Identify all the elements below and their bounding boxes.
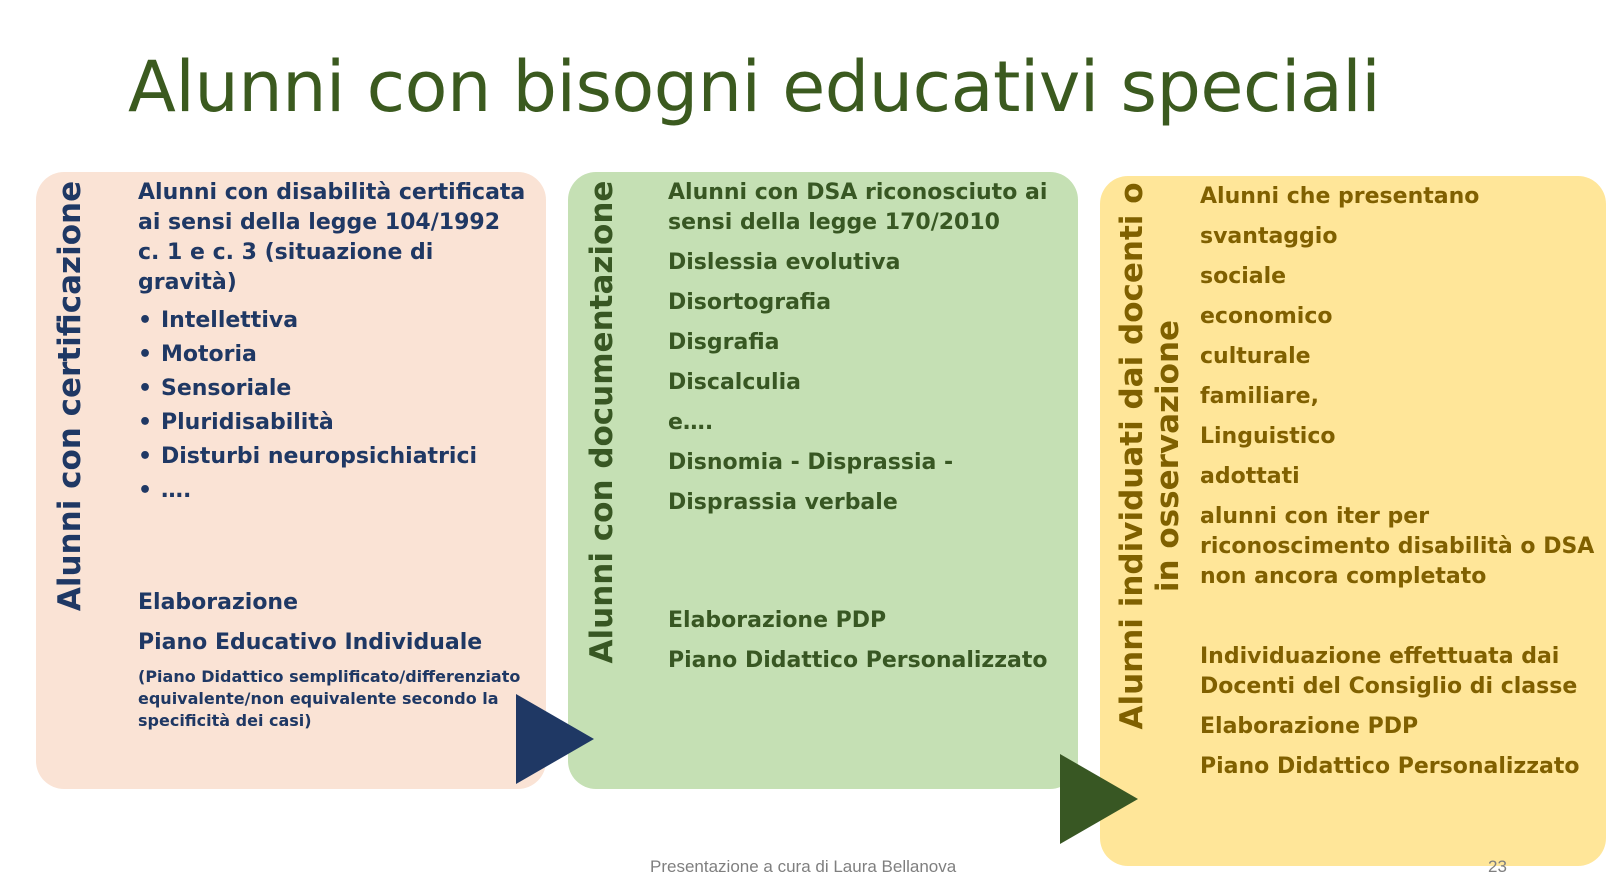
- list-item: svantaggio: [1200, 224, 1338, 249]
- list-item: • Pluridisabilità: [138, 408, 528, 438]
- list-item: Disnomia - Disprassia -: [668, 450, 954, 475]
- arrow-right-icon: [1060, 754, 1138, 844]
- list-item: sociale: [1200, 264, 1287, 289]
- list-item: economico: [1200, 304, 1333, 329]
- piano-text: Piano Didattico Personalizzato: [668, 648, 1048, 673]
- panel-documentazione-content: [668, 178, 1058, 676]
- page-number: 23: [1488, 857, 1507, 876]
- list-item: Alunni che presentano: [1200, 184, 1480, 209]
- vertical-label-line2: in osservazione: [1150, 319, 1186, 593]
- footer-text: Presentazione a cura di Laura Bellanova: [650, 857, 957, 876]
- vertical-label-line1: Alunni individuati dai docenti o: [1114, 182, 1150, 730]
- bullet-list: [138, 306, 528, 506]
- piano-text: Piano Educativo Individuale: [138, 630, 483, 655]
- elaborazione-text: Elaborazione: [138, 590, 299, 615]
- list-item: culturale: [1200, 344, 1311, 369]
- list-item: Linguistico: [1200, 424, 1336, 449]
- intro-text: Alunni con disabilità certificata ai sensi della legge 104/1992 c. 1 e c. 3 (situazione di gravità): [138, 180, 526, 295]
- elaborazione-text: Elaborazione PDP: [668, 608, 887, 633]
- list-item: adottati: [1200, 464, 1300, 489]
- list-item: • Intellettiva: [138, 306, 528, 336]
- elaborazione-text: Elaborazione PDP: [1200, 714, 1419, 739]
- iter-text: alunni con iter per riconoscimento disabilità o DSA non ancora completato: [1200, 504, 1595, 589]
- vertical-label-text: [1114, 182, 1186, 729]
- list-item: • ….: [138, 476, 528, 506]
- list-item: • Sensoriale: [138, 374, 528, 404]
- list-item: e….: [668, 410, 714, 435]
- list-item: Disortografia: [668, 290, 832, 315]
- list-item: familiare,: [1200, 384, 1319, 409]
- piano-text: Piano Didattico Personalizzato: [1200, 754, 1580, 779]
- vertical-label-text: Alunni con documentazione: [584, 180, 620, 664]
- individuazione-text: Individuazione effettuata dai Docenti del Consiglio di classe: [1200, 644, 1578, 699]
- list-item: Discalculia: [668, 370, 801, 395]
- list-item: • Disturbi neuropsichiatrici: [138, 442, 528, 472]
- vertical-label-text: Alunni con certificazione: [52, 180, 88, 612]
- slide-title: Alunni con bisogni educativi speciali: [128, 46, 1381, 128]
- panel-osservazione-content: [1200, 182, 1600, 782]
- note-text: (Piano Didattico semplificato/differenziato equivalente/non equivalente secondo la specificità dei casi): [138, 667, 521, 730]
- panel-certificazione-content: [138, 178, 528, 732]
- intro-text: Alunni con DSA riconosciuto ai sensi della legge 170/2010: [668, 180, 1048, 235]
- list-item: Disprassia verbale: [668, 490, 898, 515]
- list-item: Dislessia evolutiva: [668, 250, 901, 275]
- list-item: • Motoria: [138, 340, 528, 370]
- arrow-right-icon: [516, 694, 594, 784]
- list-item: Disgrafia: [668, 330, 780, 355]
